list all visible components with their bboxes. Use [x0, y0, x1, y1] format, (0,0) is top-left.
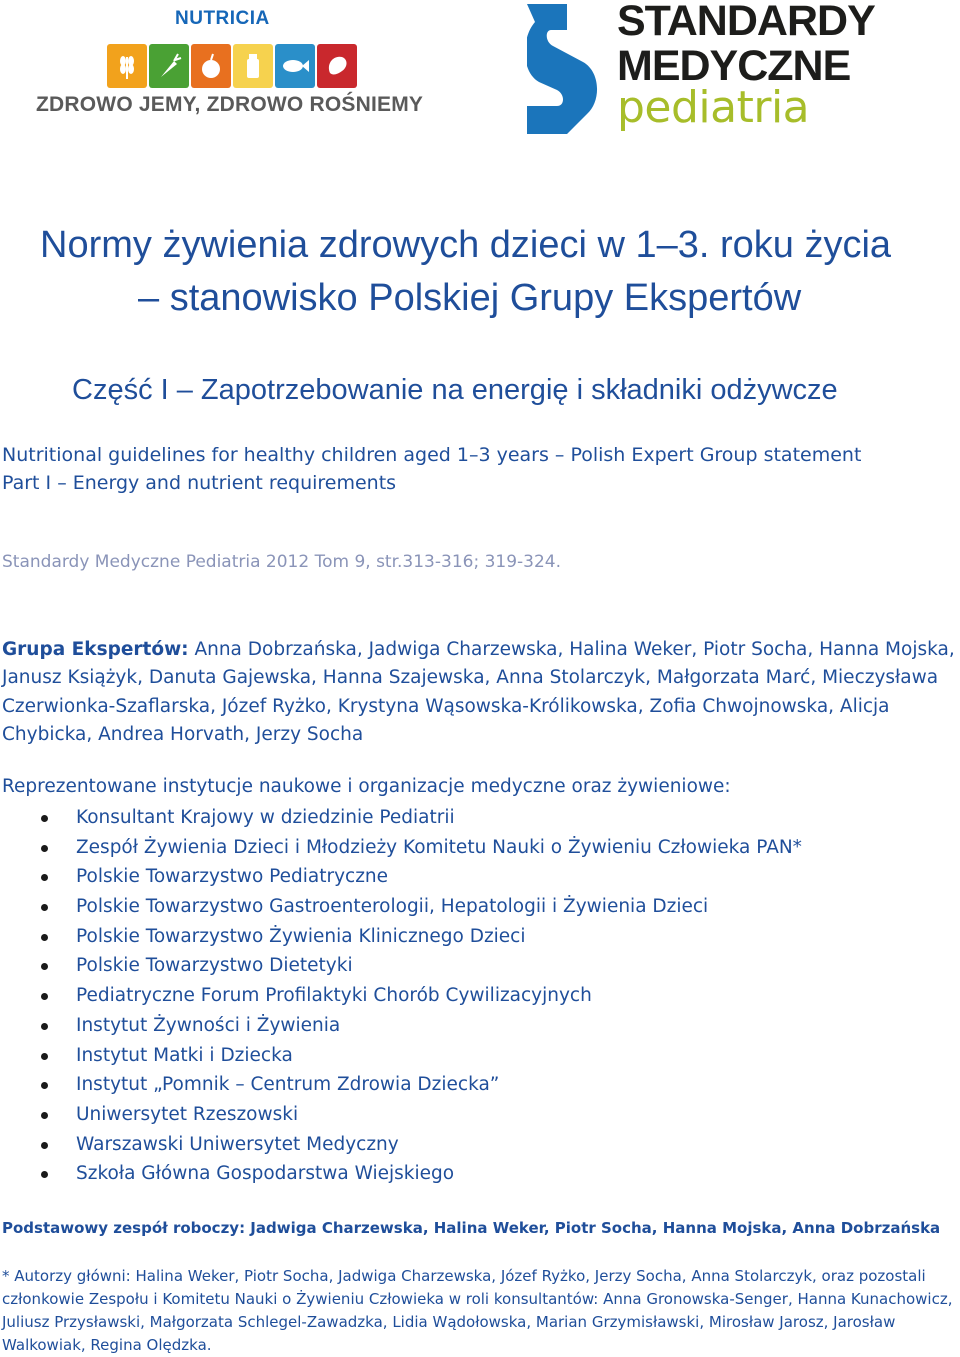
nutricia-food-tiles — [107, 44, 357, 88]
list-item: Polskie Towarzystwo Dietetyki — [0, 955, 802, 985]
english-title-line2: Part I – Energy and nutrient requirements — [2, 472, 397, 494]
apple-icon — [191, 44, 231, 88]
list-item: Instytut Matki i Dziecka — [0, 1045, 802, 1075]
citation: Standardy Medyczne Pediatria 2012 Tom 9, str.313-316; 319-324. — [2, 552, 562, 572]
core-team-line: Podstawowy zespół roboczy: Jadwiga Charzewska, Halina Weker, Piotr Socha, Hanna Mojska, Anna Dobrzańska — [2, 1219, 941, 1237]
list-item: Polskie Towarzystwo Pediatryczne — [0, 866, 802, 896]
fish-icon — [275, 44, 315, 88]
list-item: Szkoła Główna Gospodarstwa Wiejskiego — [0, 1163, 802, 1193]
footnote: * Autorzy główni: Halina Weker, Piotr Socha, Jadwiga Charzewska, Józef Ryżko, Jerzy Socha, Anna Stolarczyk, oraz pozostali członkowie Zespołu i Komitetu Nauki o Żywieniu Człowieka w roli konsultantów: Anna Gronowska-Senger, Hanna Kunachowicz, Juliusz Przysławski, Małgorzata Schlegel-Zawadzka, Lidia Wądołowska, Marian Grzymisławski, Mirosław Jarosz, Jarosław Walkowiak, Regina Olędzka. — [2, 1267, 953, 1354]
institutions-heading: Reprezentowane instytucje naukowe i organizacje medyczne oraz żywieniowe: — [2, 776, 731, 797]
standardy-logo-line2: MEDYCZNE — [617, 42, 851, 90]
list-item: Konsultant Krajowy w dziedzinie Pediatrii — [0, 807, 802, 837]
document-title-line1: Normy żywienia zdrowych dzieci w 1–3. roku życia — [40, 224, 892, 266]
standardy-logo-line3: pediatria — [617, 82, 810, 133]
english-title-line1: Nutritional guidelines for healthy children aged 1–3 years – Polish Expert Group statement — [2, 444, 862, 466]
standardy-logo-line1: STANDARDY — [617, 0, 875, 45]
expert-group-names: Anna Dobrzańska, Jadwiga Charzewska, Halina Weker, Piotr Socha, Hanna Mojska, Janusz Książyk, Danuta Gajewska, Hanna Szajewska, Anna Stolarczyk, Małgorzata Marć, Mieczysława Czerwionka-Szaflarska, Józef Ryżko, Krystyna Wąsowska-Królikowska, Zofia Chwojnowska, Alicja Chybicka, Andrea Horvath, Jerzy Socha — [2, 639, 955, 745]
document-title-line2: – stanowisko Polskiej Grupy Ekspertów — [138, 277, 802, 319]
institutions-list — [0, 807, 802, 1193]
standardy-s-mark-icon — [527, 2, 607, 137]
list-item: Instytut Żywności i Żywienia — [0, 1015, 802, 1045]
list-item: Instytut „Pomnik – Centrum Zdrowia Dziecka” — [0, 1074, 802, 1104]
list-item: Polskie Towarzystwo Żywienia Klinicznego Dzieci — [0, 926, 802, 956]
list-item: Pediatryczne Forum Profilaktyki Chorób Cywilizacyjnych — [0, 985, 802, 1015]
document-subtitle: Część I – Zapotrzebowanie na energię i składniki odżywcze — [72, 374, 838, 406]
expert-group-label: Grupa Ekspertów: — [2, 639, 189, 660]
milk-icon — [233, 44, 273, 88]
nutricia-slogan: ZDROWO JEMY, ZDROWO ROŚNIEMY — [36, 93, 424, 116]
list-item: Polskie Towarzystwo Gastroenterologii, Hepatologii i Żywienia Dzieci — [0, 896, 802, 926]
wheat-icon — [107, 44, 147, 88]
meat-icon — [317, 44, 357, 88]
expert-group-paragraph — [2, 636, 958, 749]
nutricia-brand-name: NUTRICIA — [175, 8, 270, 29]
list-item: Uniwersytet Rzeszowski — [0, 1104, 802, 1134]
list-item: Zespół Żywienia Dzieci i Młodzieży Komitetu Nauki o Żywieniu Człowieka PAN* — [0, 837, 802, 867]
carrot-icon — [149, 44, 189, 88]
list-item: Warszawski Uniwersytet Medyczny — [0, 1134, 802, 1164]
